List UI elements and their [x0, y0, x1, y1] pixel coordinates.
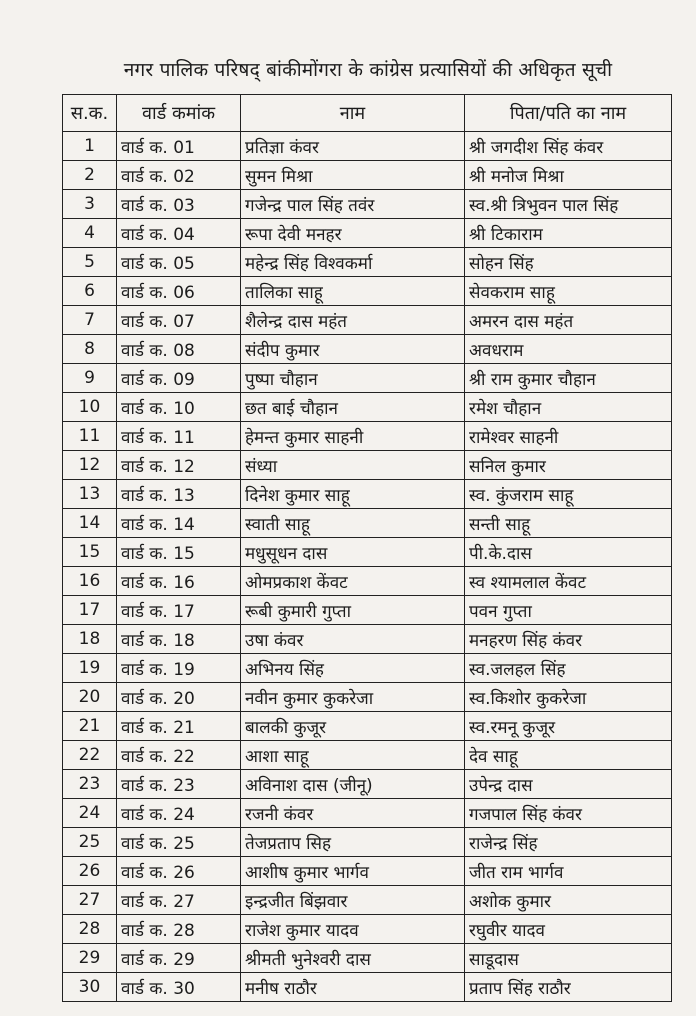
- ward-number-cell: वार्ड क. 30: [117, 973, 241, 1002]
- table-row: [63, 567, 672, 596]
- ward-number-cell: वार्ड क. 08: [117, 335, 241, 364]
- father-husband-name-cell: रघुवीर यादव: [465, 915, 672, 944]
- ward-number-cell: वार्ड क. 03: [117, 190, 241, 219]
- ward-number-cell: वार्ड क. 09: [117, 364, 241, 393]
- table-row: [63, 393, 672, 422]
- table-row: [63, 509, 672, 538]
- candidate-name-cell: स्वाती साहू: [241, 509, 465, 538]
- candidate-name-cell: तेजप्रताप सिह: [241, 828, 465, 857]
- ward-number-cell: वार्ड क. 02: [117, 161, 241, 190]
- serial-number-cell: 7: [63, 306, 117, 335]
- candidate-name-cell: मधुसूधन दास: [241, 538, 465, 567]
- father-husband-name-cell: सन्ती साहू: [465, 509, 672, 538]
- candidate-name-cell: सुमन मिश्रा: [241, 161, 465, 190]
- header-serial-number: स.क.: [63, 95, 117, 132]
- serial-number-cell: 13: [63, 480, 117, 509]
- ward-number-cell: वार्ड क. 17: [117, 596, 241, 625]
- father-husband-name-cell: राजेन्द्र सिंह: [465, 828, 672, 857]
- ward-number-cell: वार्ड क. 25: [117, 828, 241, 857]
- candidate-name-cell: आशा साहू: [241, 741, 465, 770]
- serial-number-cell: 30: [63, 973, 117, 1002]
- father-husband-name-cell: प्रताप सिंह राठौर: [465, 973, 672, 1002]
- father-husband-name-cell: रामेश्वर साहनी: [465, 422, 672, 451]
- father-husband-name-cell: अवधराम: [465, 335, 672, 364]
- table-row: [63, 799, 672, 828]
- candidate-name-cell: इन्द्रजीत बिंझवार: [241, 886, 465, 915]
- candidate-name-cell: बालकी कुजूर: [241, 712, 465, 741]
- father-husband-name-cell: मनहरण सिंह कंवर: [465, 625, 672, 654]
- father-husband-name-cell: रमेश चौहान: [465, 393, 672, 422]
- candidate-name-cell: छत बाई चौहान: [241, 393, 465, 422]
- candidate-name-cell: रूपा देवी मनहर: [241, 219, 465, 248]
- ward-number-cell: वार्ड क. 20: [117, 683, 241, 712]
- serial-number-cell: 23: [63, 770, 117, 799]
- father-husband-name-cell: श्री राम कुमार चौहान: [465, 364, 672, 393]
- father-husband-name-cell: स्व.किशोर कुकरेजा: [465, 683, 672, 712]
- candidate-name-cell: संदीप कुमार: [241, 335, 465, 364]
- table-row: [63, 277, 672, 306]
- table-row: [63, 770, 672, 799]
- serial-number-cell: 22: [63, 741, 117, 770]
- serial-number-cell: 15: [63, 538, 117, 567]
- candidate-name-cell: उषा कंवर: [241, 625, 465, 654]
- ward-number-cell: वार्ड क. 12: [117, 451, 241, 480]
- table-row: [63, 161, 672, 190]
- serial-number-cell: 28: [63, 915, 117, 944]
- candidate-name-cell: तालिका साहू: [241, 277, 465, 306]
- table-row: [63, 596, 672, 625]
- father-husband-name-cell: पी.के.दास: [465, 538, 672, 567]
- table-row: [63, 364, 672, 393]
- father-husband-name-cell: पवन गुप्ता: [465, 596, 672, 625]
- father-husband-name-cell: स्व श्यामलाल केंवट: [465, 567, 672, 596]
- ward-number-cell: वार्ड क. 15: [117, 538, 241, 567]
- candidate-name-cell: श्रीमती भुनेश्वरी दास: [241, 944, 465, 973]
- father-husband-name-cell: देव साहू: [465, 741, 672, 770]
- table-row: [63, 248, 672, 277]
- father-husband-name-cell: श्री टिकाराम: [465, 219, 672, 248]
- ward-number-cell: वार्ड क. 05: [117, 248, 241, 277]
- table-row: [63, 654, 672, 683]
- father-husband-name-cell: स्व.श्री त्रिभुवन पाल सिंह: [465, 190, 672, 219]
- serial-number-cell: 18: [63, 625, 117, 654]
- serial-number-cell: 17: [63, 596, 117, 625]
- table-row: [63, 915, 672, 944]
- father-husband-name-cell: स्व.रमनू कुजूर: [465, 712, 672, 741]
- table-row: [63, 944, 672, 973]
- table-row: [63, 828, 672, 857]
- candidate-name-cell: राजेश कुमार यादव: [241, 915, 465, 944]
- table-row: [63, 451, 672, 480]
- father-husband-name-cell: अमरन दास महंत: [465, 306, 672, 335]
- ward-number-cell: वार्ड क. 13: [117, 480, 241, 509]
- serial-number-cell: 8: [63, 335, 117, 364]
- candidate-name-cell: ओमप्रकाश केंवट: [241, 567, 465, 596]
- serial-number-cell: 25: [63, 828, 117, 857]
- candidate-name-cell: रूबी कुमारी गुप्ता: [241, 596, 465, 625]
- table-row: [63, 683, 672, 712]
- father-husband-name-cell: साडूदास: [465, 944, 672, 973]
- candidate-name-cell: अविनाश दास (जीनू): [241, 770, 465, 799]
- header-ward-number: वार्ड कमांक: [117, 95, 241, 132]
- ward-number-cell: वार्ड क. 22: [117, 741, 241, 770]
- serial-number-cell: 12: [63, 451, 117, 480]
- father-husband-name-cell: स्व. कुंजराम साहू: [465, 480, 672, 509]
- ward-number-cell: वार्ड क. 27: [117, 886, 241, 915]
- serial-number-cell: 10: [63, 393, 117, 422]
- table-row: [63, 741, 672, 770]
- header-father-husband-name: पिता/पति का नाम: [465, 95, 672, 132]
- ward-number-cell: वार्ड क. 29: [117, 944, 241, 973]
- serial-number-cell: 5: [63, 248, 117, 277]
- ward-number-cell: वार्ड क. 04: [117, 219, 241, 248]
- table-row: [63, 857, 672, 886]
- ward-number-cell: वार्ड क. 28: [117, 915, 241, 944]
- serial-number-cell: 2: [63, 161, 117, 190]
- table-header-row: [63, 95, 672, 132]
- candidate-table: [62, 94, 672, 1002]
- serial-number-cell: 24: [63, 799, 117, 828]
- ward-number-cell: वार्ड क. 10: [117, 393, 241, 422]
- table-row: [63, 219, 672, 248]
- candidate-name-cell: गजेन्द्र पाल सिंह तवंर: [241, 190, 465, 219]
- candidate-name-cell: पुष्पा चौहान: [241, 364, 465, 393]
- father-husband-name-cell: गजपाल सिंह कंवर: [465, 799, 672, 828]
- father-husband-name-cell: सेवकराम साहू: [465, 277, 672, 306]
- table-row: [63, 480, 672, 509]
- table-row: [63, 973, 672, 1002]
- header-name: नाम: [241, 95, 465, 132]
- ward-number-cell: वार्ड क. 19: [117, 654, 241, 683]
- ward-number-cell: वार्ड क. 14: [117, 509, 241, 538]
- candidate-name-cell: शैलेन्द्र दास महंत: [241, 306, 465, 335]
- ward-number-cell: वार्ड क. 06: [117, 277, 241, 306]
- serial-number-cell: 9: [63, 364, 117, 393]
- table-row: [63, 712, 672, 741]
- candidate-name-cell: दिनेश कुमार साहू: [241, 480, 465, 509]
- serial-number-cell: 19: [63, 654, 117, 683]
- serial-number-cell: 20: [63, 683, 117, 712]
- table-row: [63, 132, 672, 161]
- candidate-name-cell: आशीष कुमार भार्गव: [241, 857, 465, 886]
- ward-number-cell: वार्ड क. 26: [117, 857, 241, 886]
- candidate-name-cell: प्रतिज्ञा कंवर: [241, 132, 465, 161]
- candidate-name-cell: नवीन कुमार कुकरेजा: [241, 683, 465, 712]
- father-husband-name-cell: स्व.जलहल सिंह: [465, 654, 672, 683]
- father-husband-name-cell: सोहन सिंह: [465, 248, 672, 277]
- serial-number-cell: 1: [63, 132, 117, 161]
- candidate-name-cell: हेमन्त कुमार साहनी: [241, 422, 465, 451]
- serial-number-cell: 4: [63, 219, 117, 248]
- candidate-name-cell: रजनी कंवर: [241, 799, 465, 828]
- ward-number-cell: वार्ड क. 11: [117, 422, 241, 451]
- table-row: [63, 306, 672, 335]
- serial-number-cell: 3: [63, 190, 117, 219]
- serial-number-cell: 21: [63, 712, 117, 741]
- serial-number-cell: 6: [63, 277, 117, 306]
- serial-number-cell: 27: [63, 886, 117, 915]
- ward-number-cell: वार्ड क. 07: [117, 306, 241, 335]
- father-husband-name-cell: सनिल कुमार: [465, 451, 672, 480]
- ward-number-cell: वार्ड क. 21: [117, 712, 241, 741]
- serial-number-cell: 16: [63, 567, 117, 596]
- ward-number-cell: वार्ड क. 18: [117, 625, 241, 654]
- father-husband-name-cell: श्री जगदीश सिंह कंवर: [465, 132, 672, 161]
- table-row: [63, 190, 672, 219]
- serial-number-cell: 29: [63, 944, 117, 973]
- serial-number-cell: 14: [63, 509, 117, 538]
- ward-number-cell: वार्ड क. 24: [117, 799, 241, 828]
- serial-number-cell: 26: [63, 857, 117, 886]
- table-row: [63, 335, 672, 364]
- father-husband-name-cell: जीत राम भार्गव: [465, 857, 672, 886]
- table-row: [63, 886, 672, 915]
- candidate-name-cell: संध्या: [241, 451, 465, 480]
- candidate-name-cell: महेन्द्र सिंह विश्वकर्मा: [241, 248, 465, 277]
- ward-number-cell: वार्ड क. 23: [117, 770, 241, 799]
- candidate-name-cell: अभिनय सिंह: [241, 654, 465, 683]
- table-row: [63, 422, 672, 451]
- table-row: [63, 538, 672, 567]
- ward-number-cell: वार्ड क. 16: [117, 567, 241, 596]
- father-husband-name-cell: श्री मनोज मिश्रा: [465, 161, 672, 190]
- father-husband-name-cell: उपेन्द्र दास: [465, 770, 672, 799]
- document-title: नगर पालिक परिषद् बांकीमोंगरा के कांग्रेस प्रत्यासियों की अधिकृत सूची: [123, 59, 613, 81]
- serial-number-cell: 11: [63, 422, 117, 451]
- candidate-name-cell: मनीष राठौर: [241, 973, 465, 1002]
- ward-number-cell: वार्ड क. 01: [117, 132, 241, 161]
- father-husband-name-cell: अशोक कुमार: [465, 886, 672, 915]
- table-row: [63, 625, 672, 654]
